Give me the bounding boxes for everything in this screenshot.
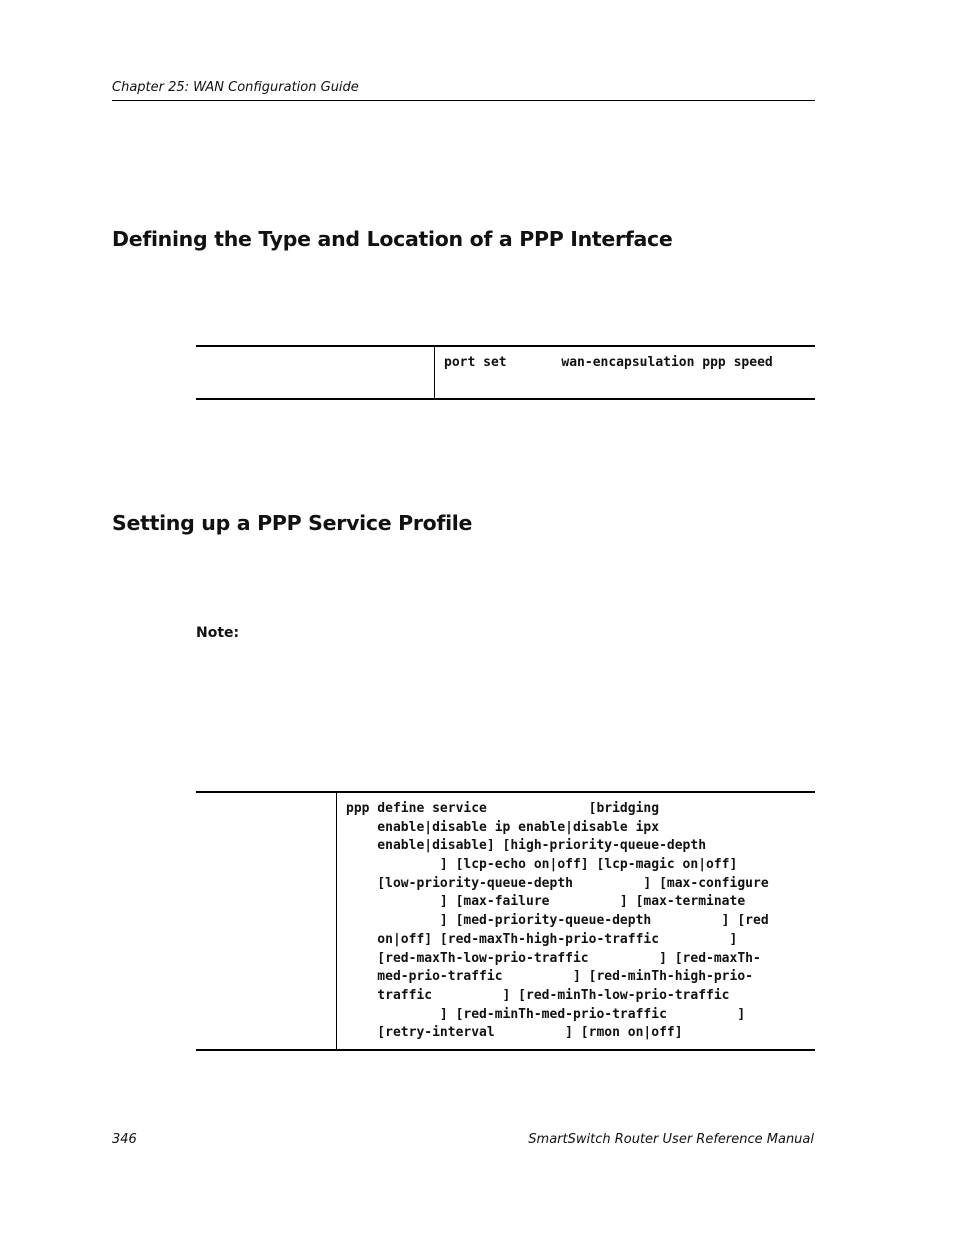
command-syntax: port set wan-encapsulation ppp speed [444,355,773,370]
command-syntax [346,800,806,1043]
command-table [196,791,815,1051]
command-line: ] [red-minTh-med-prio-traffic ] [346,1006,746,1022]
command-line: ] [lcp-echo on|off] [lcp-magic on|off] [346,857,738,873]
section-heading: Defining the Type and Location of a PPP Interface [112,227,673,251]
command-line: [red-maxTh-low-prio-traffic ] [red-maxTh- [346,950,761,966]
section-heading: Setting up a PPP Service Profile [112,511,473,535]
command-line: med-prio-traffic ] [red-minTh-high-prio- [346,969,753,985]
command-line: enable|disable] [high-priority-queue-depth [346,838,707,854]
command-line: ] [max-failure ] [max-terminate [346,894,746,910]
header-rule [112,100,815,101]
command-line: enable|disable ip enable|disable ipx [346,819,660,835]
command-line: ] [med-priority-queue-depth ] [red [346,913,769,929]
command-line: [retry-interval ] [rmon on|off] [346,1025,683,1041]
command-line: [low-priority-queue-depth ] [max-configure [346,875,769,891]
table-divider [336,793,337,1049]
command-line: traffic ] [red-minTh-low-prio-traffic [346,987,730,1003]
command-line: on|off] [red-maxTh-high-prio-traffic ] [346,931,738,947]
command-line: ppp define service [bridging [346,801,660,816]
page-number: 346 [112,1132,137,1147]
footer-manual-title: SmartSwitch Router User Reference Manual [528,1132,814,1147]
running-header: Chapter 25: WAN Configuration Guide [112,80,359,95]
note-label: Note: [196,625,240,641]
command-table [196,345,815,400]
table-divider [434,347,435,398]
